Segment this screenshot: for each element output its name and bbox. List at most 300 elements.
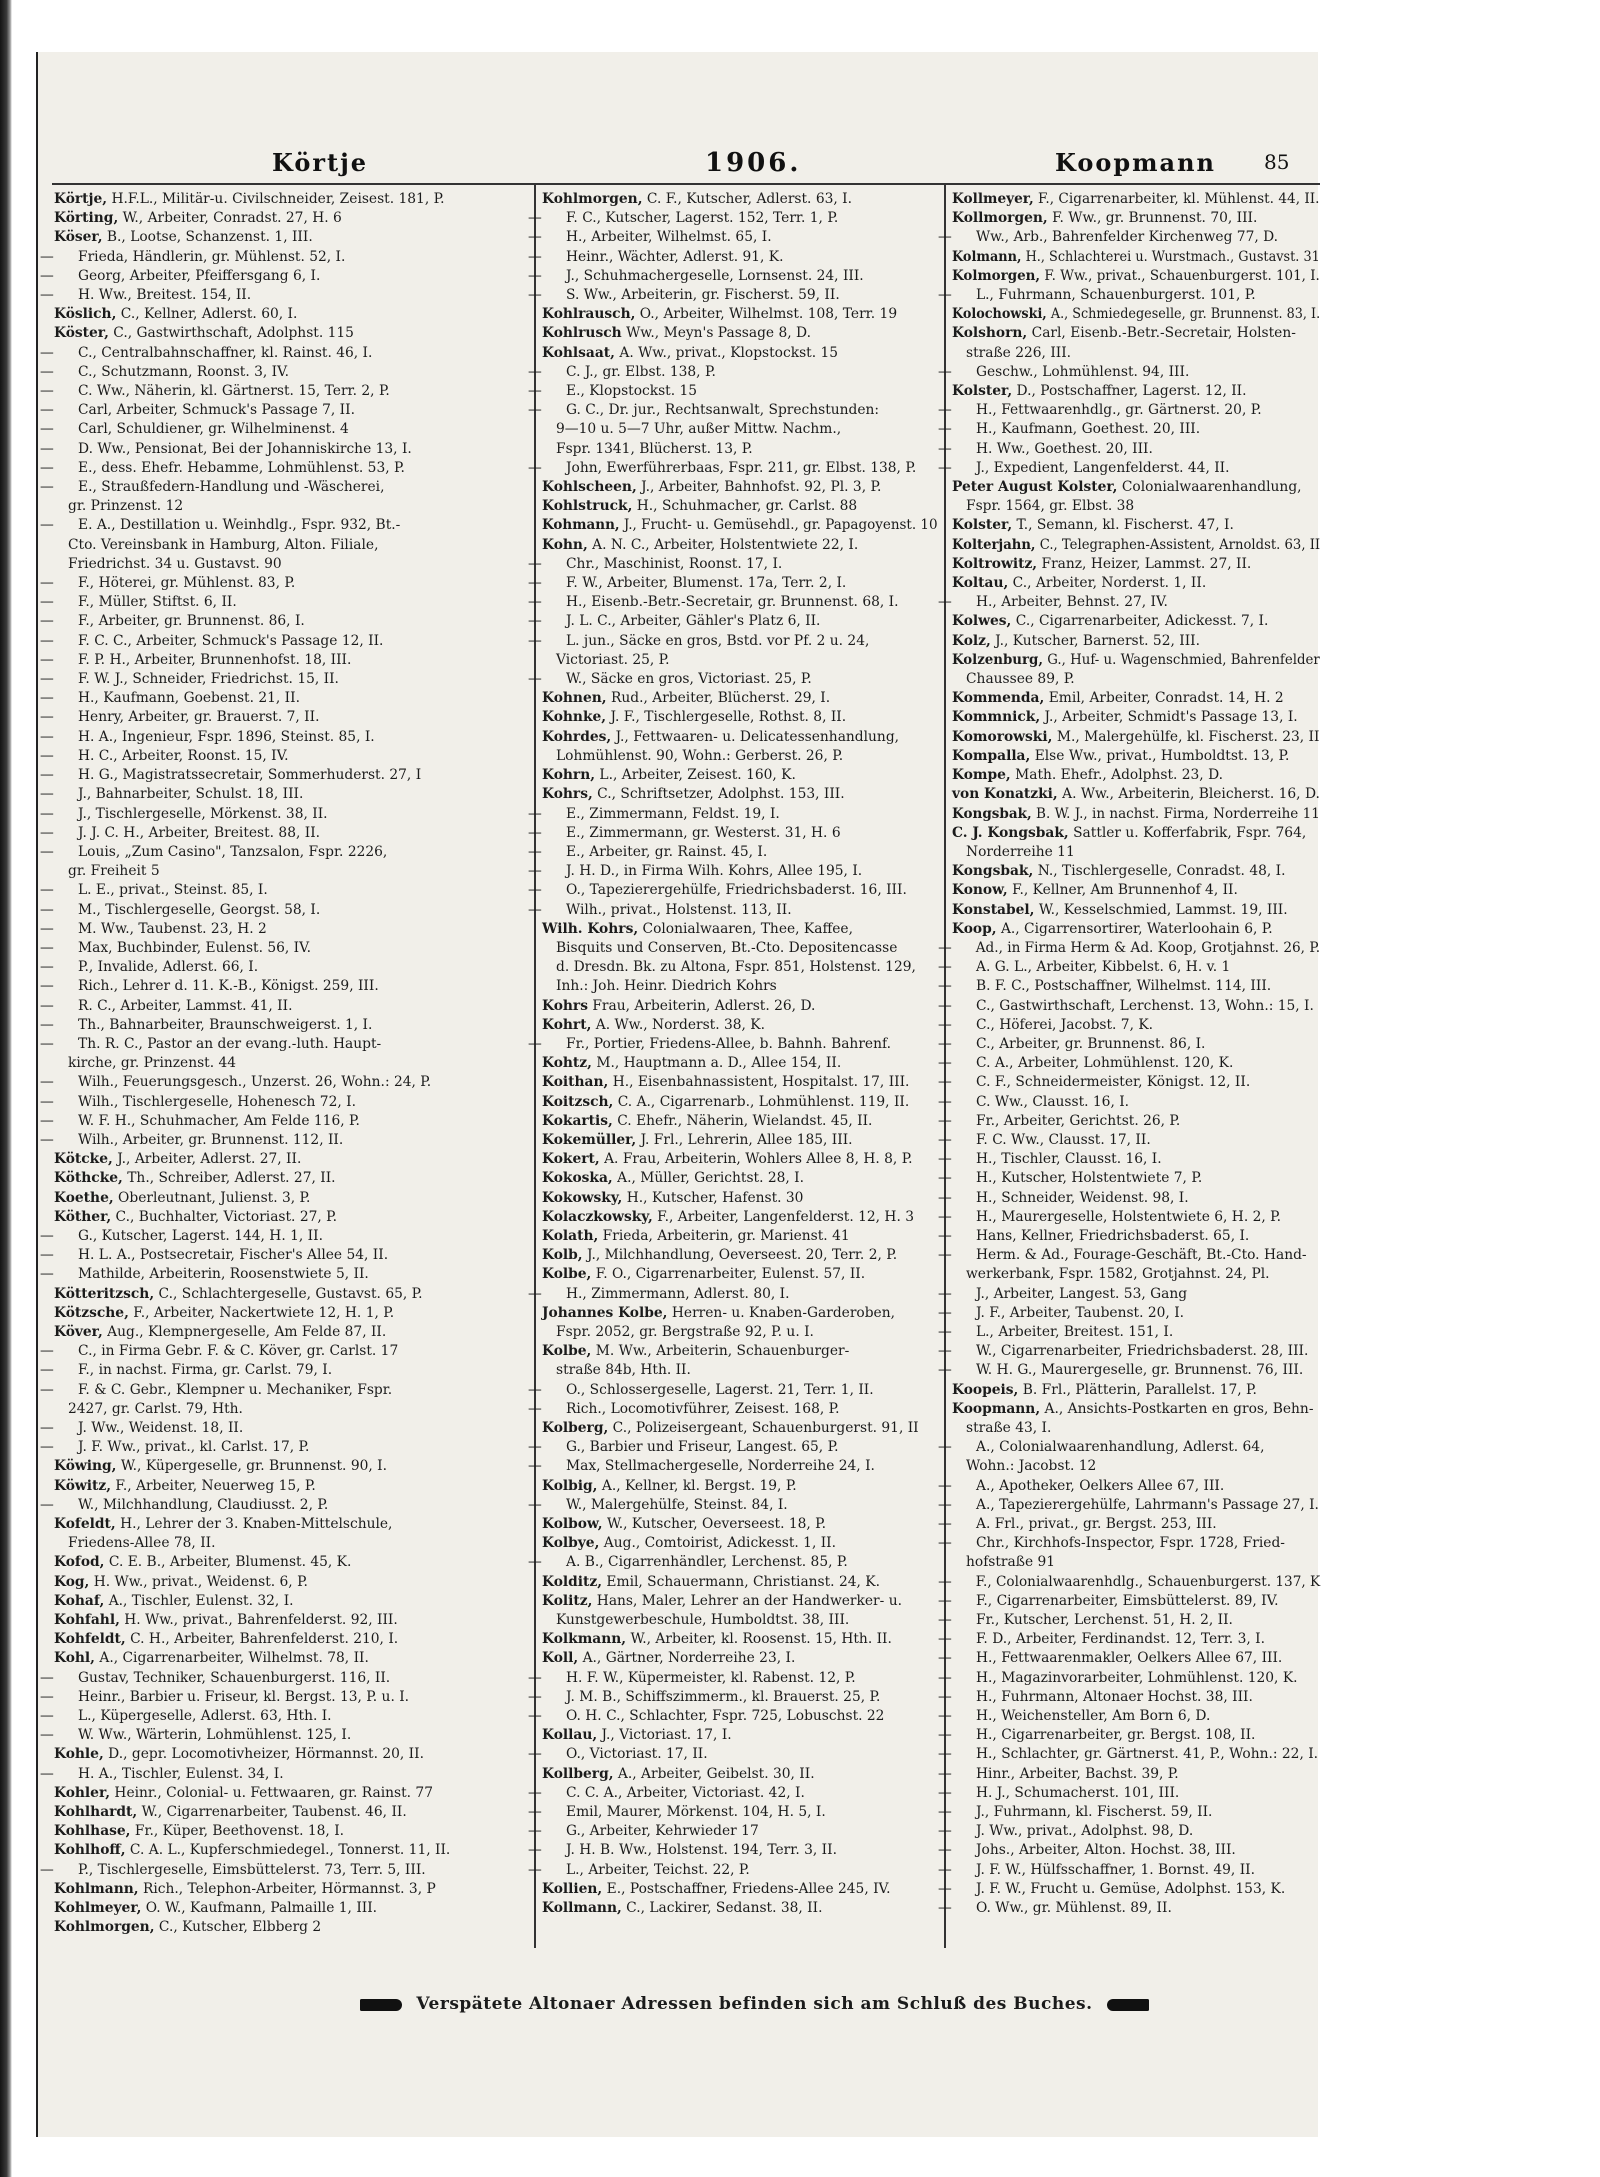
entry-surname: Kohrn, — [542, 767, 596, 784]
entry-surname: Kolkmann, — [542, 1631, 627, 1648]
directory-entry — [542, 708, 938, 727]
entry-surname: Koopmann, — [952, 1400, 1041, 1417]
entry-details: O., Victoriast. 17, II. — [566, 1746, 708, 1763]
directory-entry — [542, 497, 938, 516]
directory-entry — [542, 1419, 938, 1438]
entry-details: H., Kutscher, Holstentwiete 7, P. — [976, 1170, 1203, 1187]
ditto-dash: — — [40, 267, 54, 284]
directory-entry — [40, 1765, 528, 1784]
entry-details: J. F., Arbeiter, Taubenst. 20, I. — [976, 1304, 1185, 1321]
entry-surname: Kohlrausch, — [542, 306, 636, 323]
entry-details: A., Apotheker, Oelkers Allee 67, III. — [976, 1477, 1225, 1494]
entry-details: B. W. J., in nachst. Firma, Norderreihe 11 — [1036, 805, 1320, 822]
entry-details: A. G. L., Arbeiter, Kibbelst. 6, H. v. 1 — [976, 959, 1231, 976]
entry-details: H., Magazinvorarbeiter, Lohmühlenst. 120, K. — [976, 1669, 1298, 1686]
entry-surname: Kohlsaat, — [542, 344, 615, 361]
entry-details: A., Colonialwaarenhandlung, Adlerst. 64, — [976, 1439, 1265, 1456]
directory-entry — [938, 1669, 1320, 1688]
ditto-dash: — — [938, 459, 952, 476]
directory-entry — [40, 766, 528, 785]
directory-entry — [938, 1515, 1320, 1534]
entry-details: W., Cigarrenarbeiter, Taubenst. 46, II. — [141, 1804, 407, 1821]
ditto-dash: — — [938, 1746, 952, 1763]
entry-details: A., Cigarrensortirer, Waterloohain 6, P. — [1000, 920, 1273, 937]
directory-entry — [542, 1208, 938, 1227]
entry-details: F. O., Cigarrenarbeiter, Eulenst. 57, II. — [595, 1266, 866, 1283]
entry-details: Geschw., Lohmühlenst. 94, III. — [976, 363, 1190, 380]
ditto-dash: — — [528, 824, 542, 841]
directory-entry — [952, 670, 1320, 689]
directory-entry — [54, 1611, 528, 1630]
entry-surname: Kohrs — [542, 997, 588, 1014]
entry-details: Emil, Maurer, Mörkenst. 104, H. 5, I. — [566, 1804, 826, 1821]
entry-details: E., Straußfedern-Handlung und -Wäscherei, — [78, 479, 385, 496]
entry-details: F., Höterei, gr. Mühlenst. 83, P. — [78, 575, 296, 592]
directory-entry — [528, 612, 938, 631]
directory-entry — [528, 286, 938, 305]
directory-entry — [938, 440, 1320, 459]
directory-entry — [938, 1246, 1320, 1265]
ditto-dash: — — [40, 1112, 54, 1129]
directory-entry — [542, 958, 938, 977]
entry-details: H. Ww., privat., Bahrenfelderst. 92, III. — [124, 1612, 398, 1629]
directory-entry — [528, 1381, 938, 1400]
entry-details: Rud., Arbeiter, Blücherst. 29, I. — [610, 690, 831, 707]
entry-details: C. F., Kutscher, Adlerst. 63, I. — [646, 191, 852, 207]
ditto-dash: — — [938, 229, 952, 246]
ditto-dash: — — [40, 479, 54, 496]
directory-entry — [542, 1169, 938, 1188]
entry-surname: Kolmorgen, — [952, 267, 1041, 284]
entry-details: C., Kutscher, Elbberg 2 — [158, 1919, 322, 1936]
entry-details: R. C., Arbeiter, Lammst. 41, II. — [78, 997, 293, 1014]
ditto-dash: — — [40, 1669, 54, 1686]
entry-surname: Koop, — [952, 920, 997, 937]
directory-entry — [938, 1112, 1320, 1131]
directory-entry — [528, 824, 938, 843]
directory-entry — [938, 1304, 1320, 1323]
running-head-year: 1906. — [705, 148, 802, 178]
entry-details: C., Telegraphen-Assistent, Arnoldst. 63, II — [1039, 536, 1321, 553]
entry-details: A., Kellner, kl. Bergst. 19, P. — [601, 1477, 797, 1494]
entry-surname: Kohfeldt, — [54, 1631, 126, 1648]
entry-surname: Kohler, — [54, 1784, 111, 1801]
entry-details: M., Hauptmann a. D., Allee 154, II. — [596, 1055, 842, 1072]
directory-entry — [952, 651, 1320, 670]
entry-details: H.F.L., Militär-u. Civilschneider, Zeisest. 181, P. — [111, 191, 445, 207]
entry-details: Fspr. 1341, Blücherst. 13, P. — [556, 440, 753, 457]
directory-entry — [528, 1822, 938, 1841]
directory-entry — [542, 1323, 938, 1342]
directory-entry — [542, 440, 938, 459]
directory-entry — [54, 1150, 528, 1169]
ditto-dash: — — [40, 383, 54, 400]
directory-entry — [528, 1457, 938, 1476]
entry-surname: Kolb, — [542, 1247, 583, 1264]
directory-entry — [938, 1726, 1320, 1745]
entry-details: C. F., Schneidermeister, Königst. 12, II. — [976, 1074, 1251, 1091]
entry-details: H. A., Tischler, Eulenst. 34, I. — [78, 1765, 284, 1782]
entry-surname: Kolster, — [952, 383, 1013, 400]
directory-entry — [528, 363, 938, 382]
directory-entry — [938, 958, 1320, 977]
ditto-dash: — — [528, 1746, 542, 1763]
entry-surname: Wilh. Kohrs, — [542, 920, 639, 937]
directory-column-left — [40, 190, 528, 1950]
directory-entry — [40, 267, 528, 286]
entry-details: F. W., Arbeiter, Blumenst. 17a, Terr. 2, I. — [566, 575, 847, 592]
entry-details: Chaussee 89, P. — [966, 671, 1075, 688]
ditto-dash: — — [528, 1688, 542, 1705]
entry-details: Herren- u. Knaben-Garderoben, — [671, 1304, 895, 1321]
entry-details: C. A., Arbeiter, Lohmühlenst. 120, K. — [976, 1055, 1234, 1072]
directory-entry — [40, 1265, 528, 1284]
entry-details: J., Expedient, Langenfelderst. 44, II. — [976, 459, 1230, 476]
entry-surname: Köther, — [54, 1208, 112, 1225]
directory-entry — [40, 420, 528, 439]
entry-surname: Kohlhoff, — [54, 1842, 126, 1859]
ditto-dash: — — [40, 920, 54, 937]
entry-details: A. Ww., privat., Klopstockst. 15 — [619, 344, 839, 361]
entry-details: W., Malergehülfe, Steinst. 84, I. — [566, 1496, 788, 1513]
entry-details: W. F. H., Schuhmacher, Am Felde 116, P. — [78, 1112, 360, 1129]
pointing-hand-icon — [1107, 1999, 1149, 2011]
entry-details: F. D., Arbeiter, Ferdinandst. 12, Terr. 3, I. — [976, 1631, 1265, 1648]
directory-entry — [54, 1745, 528, 1764]
ditto-dash: — — [938, 1842, 952, 1859]
entry-details: C., in Firma Gebr. F. & C. Köver, gr. Carlst. 17 — [78, 1343, 399, 1360]
entry-details: M., Malergehülfe, kl. Fischerst. 23, II — [1056, 728, 1320, 745]
entry-details: A., Arbeiter, Geibelst. 30, II. — [617, 1765, 815, 1782]
directory-entry — [938, 1861, 1320, 1880]
entry-surname: Köthcke, — [54, 1170, 123, 1187]
directory-entry — [938, 1093, 1320, 1112]
entry-details: Hinr., Arbeiter, Bachst. 39, P. — [976, 1765, 1179, 1782]
directory-entry — [542, 478, 938, 497]
directory-entry — [938, 1477, 1320, 1496]
entry-details: Victoriast. 25, P. — [556, 651, 670, 668]
ditto-dash: — — [40, 651, 54, 668]
directory-entry — [528, 805, 938, 824]
directory-entry — [40, 1438, 528, 1457]
entry-details: J., Victoriast. 17, I. — [601, 1727, 732, 1744]
entry-details: F. P. H., Arbeiter, Brunnenhofst. 18, III. — [78, 651, 352, 668]
directory-entry — [528, 1861, 938, 1880]
entry-surname: Kohle, — [54, 1746, 104, 1763]
directory-entry — [54, 536, 528, 555]
directory-entry — [40, 574, 528, 593]
ditto-dash: — — [528, 210, 542, 227]
ditto-dash: — — [40, 517, 54, 534]
entry-details: kirche, gr. Prinzenst. 44 — [68, 1055, 237, 1072]
directory-entry — [40, 670, 528, 689]
book-binding-edge — [0, 0, 12, 2177]
directory-entry — [542, 1054, 938, 1073]
directory-entry — [938, 939, 1321, 958]
entry-details: C. Ehefr., Näherin, Wielandst. 45, II. — [617, 1112, 873, 1129]
entry-surname: Kolbow, — [542, 1516, 603, 1533]
directory-entry — [542, 1477, 938, 1496]
directory-entry — [952, 305, 1321, 324]
entry-details: F. W. J., Schneider, Friedrichst. 15, II. — [78, 671, 339, 688]
directory-entry — [54, 1880, 528, 1899]
directory-entry — [952, 574, 1320, 593]
directory-entry — [938, 1745, 1320, 1764]
entry-details: J., Fuhrmann, kl. Fischerst. 59, II. — [976, 1804, 1213, 1821]
directory-entry — [542, 536, 938, 555]
entry-surname: Kofeldt, — [54, 1516, 116, 1533]
directory-entry — [40, 612, 528, 631]
directory-entry — [40, 728, 528, 747]
directory-entry — [938, 420, 1320, 439]
ditto-dash: — — [528, 1439, 542, 1456]
entry-details: 2427, gr. Carlst. 79, Hth. — [68, 1400, 243, 1417]
ditto-dash: — — [528, 402, 542, 419]
entry-surname: Kokert, — [542, 1151, 600, 1168]
ditto-dash: — — [40, 747, 54, 764]
ditto-dash: — — [938, 1727, 952, 1744]
ditto-dash: — — [938, 978, 952, 995]
directory-entry — [54, 1573, 528, 1592]
directory-entry — [54, 1918, 528, 1937]
entry-details: C. C. A., Arbeiter, Victoriast. 42, I. — [566, 1784, 805, 1801]
directory-entry — [40, 1381, 528, 1400]
ditto-dash: — — [938, 363, 952, 380]
directory-entry — [938, 286, 1320, 305]
entry-details: H., Cigarrenarbeiter, gr. Bergst. 108, II. — [976, 1727, 1256, 1744]
entry-surname: Kötteritzsch, — [54, 1285, 155, 1302]
ditto-dash: — — [938, 1823, 952, 1840]
ditto-dash: — — [528, 671, 542, 688]
ditto-dash: — — [40, 1861, 54, 1878]
directory-entry — [952, 1265, 1320, 1284]
ditto-dash: — — [938, 1535, 952, 1552]
entry-surname: Kompalla, — [952, 747, 1031, 764]
entry-surname: Kolwes, — [952, 613, 1012, 630]
entry-details: J., Arbeiter, Langest. 53, Gang — [976, 1285, 1188, 1302]
directory-entry — [54, 324, 528, 343]
entry-details: W., Arbeiter, Conradst. 27, H. 6 — [122, 210, 342, 227]
ditto-dash: — — [528, 1861, 542, 1878]
directory-entry — [542, 1592, 938, 1611]
entry-details: D., Postschaffner, Lagerst. 12, II. — [1016, 383, 1247, 400]
directory-entry — [542, 766, 938, 785]
ditto-dash: — — [40, 786, 54, 803]
directory-entry — [40, 1861, 528, 1880]
ditto-dash: — — [40, 1496, 54, 1513]
entry-details: C., Buchhalter, Victoriast. 27, P. — [115, 1208, 338, 1225]
directory-entry — [54, 1534, 528, 1553]
directory-entry — [542, 728, 938, 747]
entry-details: F., Cigarrenarbeiter, Eimsbüttelerst. 89, IV. — [976, 1592, 1279, 1609]
entry-surname: Kohlhardt, — [54, 1804, 138, 1821]
entry-details: Heinr., Wächter, Adlerst. 91, K. — [566, 248, 784, 265]
entry-details: L. E., privat., Steinst. 85, I. — [78, 882, 268, 899]
directory-entry — [54, 1054, 528, 1073]
directory-entry — [952, 843, 1320, 862]
directory-entry — [40, 1496, 528, 1515]
entry-surname: Köster, — [54, 325, 109, 342]
entry-details: J., Schuhmachergeselle, Lornsenst. 24, III. — [566, 267, 864, 284]
entry-surname: Kongsbak, — [952, 805, 1032, 822]
ditto-dash: — — [40, 709, 54, 726]
directory-entry — [952, 190, 1320, 209]
directory-entry — [952, 728, 1320, 747]
directory-entry — [938, 1592, 1320, 1611]
directory-entry — [528, 209, 938, 228]
entry-details: Aug., Comtoirist, Adickesst. 1, II. — [603, 1535, 837, 1552]
directory-entry — [952, 708, 1320, 727]
directory-entry — [952, 478, 1320, 497]
entry-details: L., Arbeiter, Breitest. 151, I. — [976, 1323, 1174, 1340]
ditto-dash: — — [40, 1362, 54, 1379]
directory-entry — [952, 862, 1320, 881]
entry-details: L., Arbeiter, Teichst. 22, P. — [566, 1861, 750, 1878]
ditto-dash: — — [938, 1861, 952, 1878]
entry-surname: Kolath, — [542, 1227, 599, 1244]
directory-entry — [542, 920, 938, 939]
entry-details: J. Frl., Lehrerin, Allee 185, III. — [640, 1131, 853, 1148]
ditto-dash: — — [528, 1823, 542, 1840]
ditto-dash: — — [40, 1131, 54, 1148]
entry-details: O., Tapezierergehülfe, Friedrichsbaderst. 16, III. — [566, 882, 907, 899]
directory-entry — [40, 440, 528, 459]
directory-entry — [938, 1822, 1320, 1841]
directory-entry — [40, 1131, 528, 1150]
entry-details: F., Cigarrenarbeiter, kl. Mühlenst. 44, II. — [1038, 191, 1320, 207]
directory-entry — [54, 1208, 528, 1227]
entry-details: J., Frucht- u. Gemüsehdl., gr. Papagoyenst. 10 — [623, 517, 938, 534]
entry-details: Th., Bahnarbeiter, Braunschweigerst. 1, I. — [78, 1016, 373, 1033]
directory-column-middle — [528, 190, 938, 1950]
directory-entry — [542, 1630, 938, 1649]
directory-entry — [528, 1707, 938, 1726]
entry-details: F., Arbeiter, Neuerweg 15, P. — [115, 1477, 316, 1494]
entry-surname: Koethe, — [54, 1189, 114, 1206]
entry-details: A. B., Cigarrenhändler, Lerchenst. 85, P. — [566, 1554, 848, 1571]
directory-entry — [938, 1841, 1320, 1860]
entry-surname: Kohfahl, — [54, 1612, 120, 1629]
entry-surname: Konstabel, — [952, 901, 1035, 918]
entry-details: H., Kaufmann, Goebenst. 21, II. — [78, 690, 300, 707]
entry-details: d. Dresdn. Bk. zu Altona, Fspr. 851, Holstenst. 129, — [556, 959, 916, 976]
ditto-dash: — — [938, 1343, 952, 1360]
entry-surname: Kohlstruck, — [542, 498, 633, 515]
directory-entry — [542, 1342, 938, 1361]
directory-entry — [952, 612, 1320, 631]
entry-details: J., Arbeiter, Schmidt's Passage 13, I. — [1044, 709, 1298, 726]
directory-entry — [40, 516, 528, 535]
entry-details: Else Ww., privat., Humboldtst. 13, P. — [1034, 747, 1290, 764]
directory-entry — [528, 881, 938, 900]
entry-details: E., Postschaffner, Friedens-Allee 245, IV. — [606, 1880, 891, 1897]
entry-details: Wilh., Feuerungsgesch., Unzerst. 26, Wohn.: 24, P. — [78, 1074, 432, 1091]
entry-details: E., Klopstockst. 15 — [566, 383, 698, 400]
entry-details: Rich., Lehrer d. 11. K.-B., Königst. 259, III. — [78, 978, 379, 995]
directory-entry — [938, 1803, 1320, 1822]
entry-surname: Kollmorgen, — [952, 210, 1048, 227]
directory-entry — [40, 1227, 528, 1246]
entry-surname: Peter August Kolster, — [952, 479, 1118, 496]
directory-entry — [40, 939, 528, 958]
directory-entry — [528, 1035, 938, 1054]
directory-entry — [54, 1457, 528, 1476]
directory-entry — [54, 1841, 528, 1860]
entry-details: W. H. G., Maurergeselle, gr. Brunnenst. 76, III. — [976, 1362, 1304, 1379]
entry-surname: Kolbig, — [542, 1477, 598, 1494]
entry-surname: Kompe, — [952, 767, 1011, 784]
entry-details: E., Zimmermann, Feldst. 19, I. — [566, 805, 780, 822]
entry-details: Ad., in Firma Herm & Ad. Koop, Grotjahnst. 26, P. — [975, 939, 1321, 956]
entry-details: Fspr. 1564, gr. Elbst. 38 — [966, 498, 1135, 515]
entry-details: C., Höferei, Jacobst. 7, K. — [976, 1016, 1154, 1033]
directory-entry — [542, 1899, 938, 1918]
entry-details: J., Bahnarbeiter, Schulst. 18, III. — [78, 786, 304, 803]
ditto-dash: — — [528, 555, 542, 572]
ditto-dash: — — [40, 459, 54, 476]
entry-surname: Köwitz, — [54, 1477, 112, 1494]
directory-entry — [40, 1361, 528, 1380]
entry-details: straße 226, III. — [966, 344, 1072, 361]
entry-details: A., Schmiedegeselle, gr. Brunnenst. 83, I. — [1050, 306, 1321, 323]
entry-details: H. F. W., Küpermeister, kl. Rabenst. 12, P. — [566, 1669, 856, 1686]
directory-entry — [952, 536, 1321, 555]
directory-entry — [40, 459, 528, 478]
entry-surname: Kohlmorgen, — [542, 191, 643, 207]
directory-entry — [542, 1150, 938, 1169]
entry-details: C. H., Arbeiter, Bahrenfelderst. 210, I. — [130, 1631, 399, 1648]
entry-surname: Körting, — [54, 210, 119, 227]
ditto-dash: — — [40, 901, 54, 918]
ditto-dash: — — [40, 1420, 54, 1436]
entry-details: C., Gastwirthschaft, Lerchenst. 13, Wohn.: 15, I. — [976, 997, 1314, 1014]
ditto-dash: — — [40, 843, 54, 860]
directory-entry — [40, 1246, 528, 1265]
directory-entry — [528, 1688, 938, 1707]
entry-details: C., Arbeiter, gr. Brunnenst. 86, I. — [976, 1035, 1206, 1052]
directory-entry — [952, 766, 1320, 785]
ditto-dash: — — [528, 863, 542, 880]
entry-details: J., Arbeiter, Bahnhofst. 92, Pl. 3, P. — [641, 479, 882, 496]
entry-details: Herm. & Ad., Fourage-Geschäft, Bt.-Cto. Hand- — [976, 1247, 1307, 1264]
entry-details: E. A., Destillation u. Weinhdlg., Fspr. 932, Bt.- — [78, 517, 401, 534]
directory-entry — [40, 881, 528, 900]
entry-details: Frau, Arbeiterin, Adlerst. 26, D. — [592, 997, 816, 1014]
directory-entry — [40, 901, 528, 920]
entry-details: C. Ww., Näherin, kl. Gärtnerst. 15, Terr. 2, P. — [78, 383, 390, 400]
entry-surname: Kolaczkowsky, — [542, 1208, 653, 1225]
directory-entry — [528, 632, 938, 651]
directory-entry — [952, 824, 1320, 843]
directory-entry — [40, 977, 528, 996]
directory-entry — [938, 1573, 1321, 1592]
ditto-dash: — — [528, 1400, 542, 1417]
directory-entry — [938, 1285, 1320, 1304]
entry-surname: Kohrs, — [542, 786, 593, 803]
directory-entry — [528, 1438, 938, 1457]
ditto-dash: — — [528, 632, 542, 649]
entry-details: A., Tischler, Eulenst. 32, I. — [108, 1592, 294, 1609]
entry-details: C., Lackirer, Sedanst. 38, II. — [626, 1900, 823, 1917]
entry-surname: Kohlscheen, — [542, 479, 637, 496]
directory-entry — [40, 997, 528, 1016]
entry-details: Colonialwaarenhandlung, — [1121, 479, 1302, 496]
directory-entry — [542, 305, 938, 324]
entry-surname: Kolz, — [952, 632, 991, 649]
directory-entry — [938, 1630, 1320, 1649]
directory-entry — [54, 1649, 528, 1668]
running-head-right: Koopmann — [1055, 148, 1216, 177]
